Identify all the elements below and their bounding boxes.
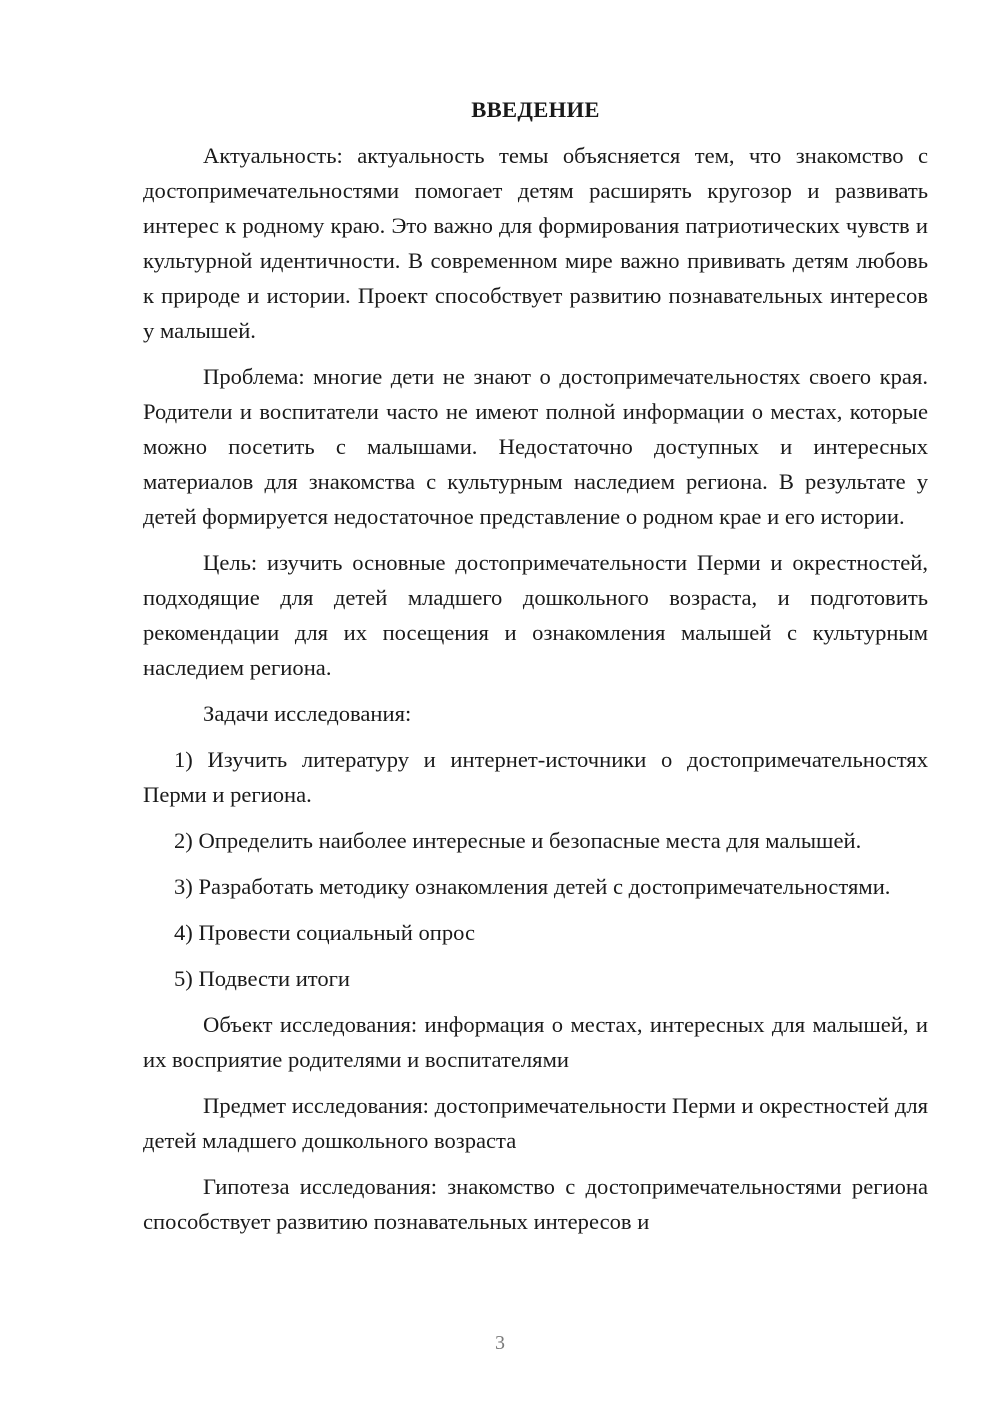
document-page (143, 92, 928, 1250)
task-item-4: 4) Провести социальный опрос (174, 920, 476, 945)
page-number: 3 (495, 1332, 505, 1354)
task-item-3: 3) Разработать методику ознакомления детей с достопримечательностями. (174, 874, 891, 899)
paragraph-hypothesis: Гипотеза исследования: знакомство с достопримечательностями региона способствует развитию познавательных интересов и (143, 1174, 928, 1234)
page-title: ВВЕДЕНИЕ (471, 97, 600, 122)
tasks-heading: Задачи исследования: (203, 701, 412, 726)
task-item-1: 1) Изучить литературу и интернет-источники о достопримечательностях Перми и региона. (143, 747, 928, 807)
paragraph-object: Объект исследования: информация о местах, интересных для малышей, и их восприятие родителями и воспитателями (143, 1012, 928, 1072)
task-item-2: 2) Определить наиболее интересные и безопасные места для малышей. (174, 828, 862, 853)
paragraph-goal: Цель: изучить основные достопримечательности Перми и окрестностей, подходящие для детей младшего дошкольного возраста, и подготовить рекомендации для их посещения и ознакомления малышей с культурным наследием региона. (143, 550, 928, 680)
task-item-5: 5) Подвести итоги (174, 966, 351, 991)
paragraph-subject: Предмет исследования: достопримечательности Перми и окрестностей для детей младшего дошкольного возраста (143, 1093, 928, 1153)
paragraph-problem: Проблема: многие дети не знают о достопримечательностях своего края. Родители и воспитатели часто не имеют полной информации о местах, которые можно посетить с малышами. Недостаточно доступных и интересных материалов для знакомства с культурным наследием региона. В результате у детей формируется недостаточное представление о родном крае и его истории. (143, 364, 928, 529)
paragraph-relevance: Актуальность: актуальность темы объясняется тем, что знакомство с достопримечательностями помогает детям расширять кругозор и развивать интерес к родному краю. Это важно для формирования патриотических чувств и культурной идентичности. В современном мире важно прививать детям любовь к природе и истории. Проект способствует развитию познавательных интересов у малышей. (143, 143, 928, 343)
